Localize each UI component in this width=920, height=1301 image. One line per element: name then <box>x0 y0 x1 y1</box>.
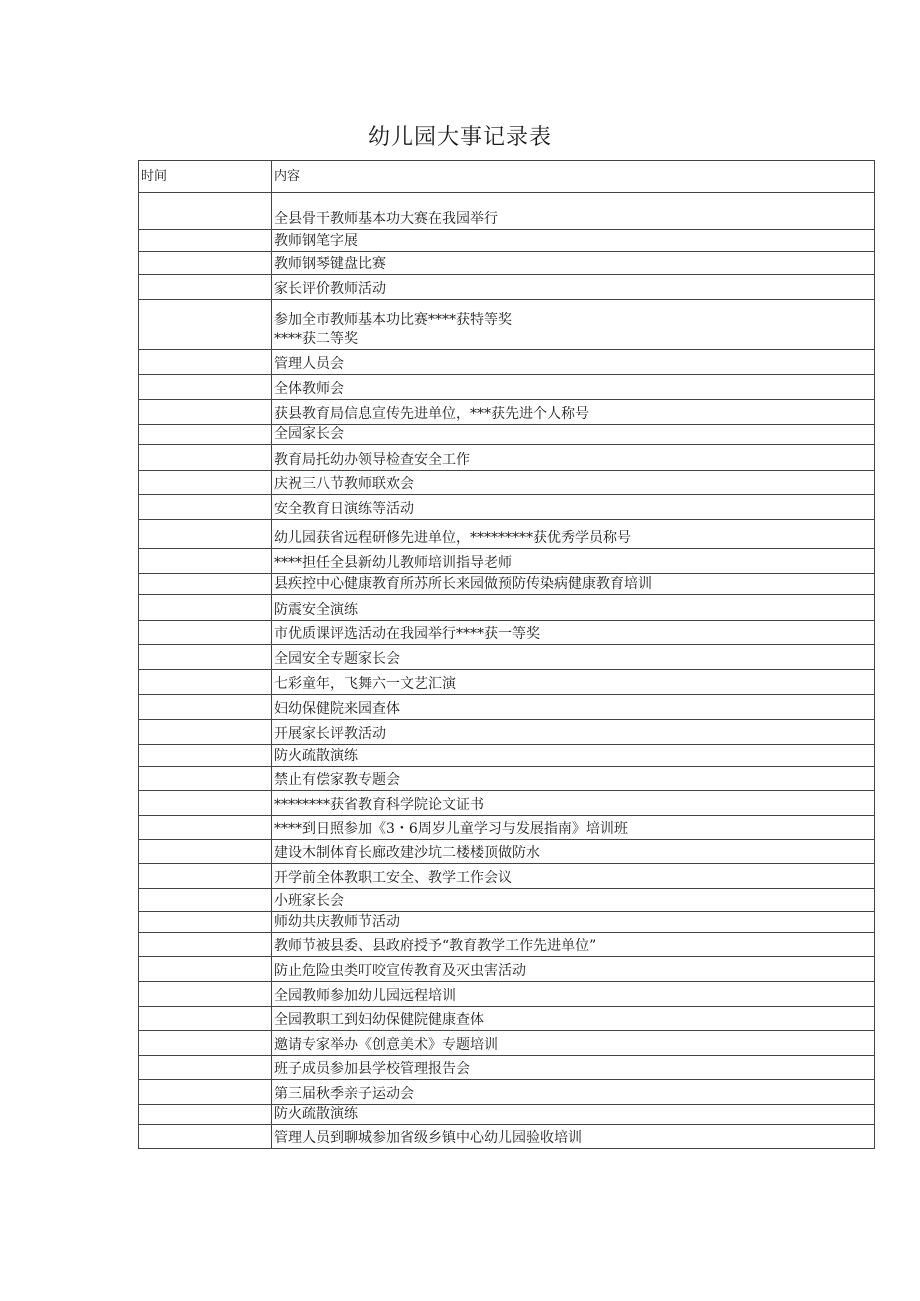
table-row <box>139 912 875 933</box>
table-row <box>139 670 875 695</box>
table-row <box>139 767 875 791</box>
table-row <box>139 791 875 816</box>
table-header-row <box>139 161 875 193</box>
table-row <box>139 595 875 621</box>
table-row <box>139 840 875 864</box>
time-cell <box>139 252 272 275</box>
time-cell <box>139 375 272 400</box>
content-cell: 防火疏散演练 <box>272 1105 875 1125</box>
events-table <box>138 160 875 1149</box>
time-cell <box>139 350 272 375</box>
content-cell: 开学前全体教职工安全、教学工作会议 <box>272 864 875 889</box>
content-cell: 教育局托幼办领导检查安全工作 <box>272 445 875 471</box>
table-row <box>139 445 875 471</box>
time-cell <box>139 791 272 816</box>
content-cell: 教师钢琴键盘比赛 <box>272 252 875 275</box>
content-cell: 防止危险虫类叮咬宣传教育及灭虫害活动 <box>272 957 875 982</box>
time-cell <box>139 720 272 745</box>
content-cell: ****到日照参加《3・6周岁儿童学习与发展指南》培训班 <box>272 816 875 840</box>
content-cell: 全园教师参加幼儿园远程培训 <box>272 982 875 1007</box>
table-row <box>139 193 875 230</box>
content-cell: 邀请专家举办《创意美术》专题培训 <box>272 1031 875 1056</box>
content-cell: 教师钢笔字展 <box>272 230 875 252</box>
content-cell: 县疾控中心健康教育所苏所长来园做预防传染病健康教育培训 <box>272 574 875 595</box>
table-row <box>139 574 875 595</box>
content-cell: 管理人员会 <box>272 350 875 375</box>
content-cell: 防震安全演练 <box>272 595 875 621</box>
time-cell <box>139 1125 272 1149</box>
time-cell <box>139 1031 272 1056</box>
time-cell <box>139 767 272 791</box>
time-cell <box>139 230 272 252</box>
content-cell: 全园教职工到妇幼保健院健康查体 <box>272 1007 875 1031</box>
table-row <box>139 645 875 670</box>
table-row <box>139 889 875 912</box>
table-row <box>139 400 875 425</box>
content-cell: ****担任全县新幼儿教师培训指导老师 <box>272 549 875 574</box>
content-cell: 庆祝三八节教师联欢会 <box>272 471 875 495</box>
table-row <box>139 471 875 495</box>
table-row <box>139 1125 875 1149</box>
time-cell <box>139 745 272 767</box>
time-cell <box>139 1056 272 1080</box>
content-cell: 市优质课评选活动在我园举行****获一等奖 <box>272 621 875 645</box>
table-row <box>139 695 875 720</box>
time-cell <box>139 445 272 471</box>
time-cell <box>139 1080 272 1105</box>
content-cell: 禁止有偿家教专题会 <box>272 767 875 791</box>
content-cell: 建设木制体育长廊改建沙坑二楼楼顶做防水 <box>272 840 875 864</box>
content-cell: 家长评价教师活动 <box>272 275 875 300</box>
time-cell <box>139 574 272 595</box>
time-cell <box>139 193 272 230</box>
content-cell: 安全教育日演练等活动 <box>272 495 875 520</box>
content-cell: 全园安全专题家长会 <box>272 645 875 670</box>
content-cell: 防火疏散演练 <box>272 745 875 767</box>
table-row <box>139 933 875 957</box>
time-cell <box>139 549 272 574</box>
content-cell: 班子成员参加县学校管理报告会 <box>272 1056 875 1080</box>
table-row <box>139 1105 875 1125</box>
page-title: 幼儿园大事记录表 <box>367 125 552 150</box>
table-row <box>139 520 875 549</box>
content-cell: 开展家长评教活动 <box>272 720 875 745</box>
time-cell <box>139 912 272 933</box>
table-row <box>139 816 875 840</box>
table-row <box>139 957 875 982</box>
time-cell <box>139 275 272 300</box>
table-row <box>139 1031 875 1056</box>
table-row <box>139 300 875 350</box>
time-cell <box>139 400 272 425</box>
content-cell: 师幼共庆教师节活动 <box>272 912 875 933</box>
table-row <box>139 230 875 252</box>
content-cell: 参加全市教师基本功比赛****获特等奖 ****获二等奖 <box>272 300 875 350</box>
time-cell <box>139 957 272 982</box>
content-cell: 全县骨干教师基本功大赛在我园举行 <box>272 193 875 230</box>
header-time: 时间 <box>139 161 272 193</box>
content-cell: 全园家长会 <box>272 425 875 445</box>
content-cell: 幼儿园获省远程研修先进单位，*********获优秀学员称号 <box>272 520 875 549</box>
time-cell <box>139 300 272 350</box>
table-row <box>139 375 875 400</box>
table-row <box>139 1007 875 1031</box>
time-cell <box>139 933 272 957</box>
content-cell: 管理人员到聊城参加省级乡镇中心幼儿园验收培训 <box>272 1125 875 1149</box>
header-content: 内容 <box>272 161 875 193</box>
time-cell <box>139 670 272 695</box>
content-cell: 小班家长会 <box>272 889 875 912</box>
time-cell <box>139 495 272 520</box>
table-row <box>139 745 875 767</box>
time-cell <box>139 621 272 645</box>
time-cell <box>139 595 272 621</box>
table-row <box>139 495 875 520</box>
time-cell <box>139 864 272 889</box>
table-row <box>139 425 875 445</box>
table-row <box>139 1080 875 1105</box>
time-cell <box>139 1105 272 1125</box>
time-cell <box>139 840 272 864</box>
content-cell: ********获省教育科学院论文证书 <box>272 791 875 816</box>
table-row <box>139 350 875 375</box>
time-cell <box>139 425 272 445</box>
content-cell: 全体教师会 <box>272 375 875 400</box>
content-cell: 第三届秋季亲子运动会 <box>272 1080 875 1105</box>
table-row <box>139 982 875 1007</box>
content-cell: 获县教育局信息宣传先进单位，***获先进个人称号 <box>272 400 875 425</box>
time-cell <box>139 695 272 720</box>
time-cell <box>139 1007 272 1031</box>
content-cell: 七彩童年，飞舞六一文艺汇演 <box>272 670 875 695</box>
content-cell: 妇幼保健院来园查体 <box>272 695 875 720</box>
table-row <box>139 1056 875 1080</box>
time-cell <box>139 520 272 549</box>
time-cell <box>139 471 272 495</box>
table-row <box>139 720 875 745</box>
table-row <box>139 549 875 574</box>
time-cell <box>139 816 272 840</box>
time-cell <box>139 889 272 912</box>
table-row <box>139 275 875 300</box>
content-cell: 教师节被县委、县政府授予“教育教学工作先进单位” <box>272 933 875 957</box>
table-row <box>139 621 875 645</box>
table-row <box>139 252 875 275</box>
table-row <box>139 864 875 889</box>
time-cell <box>139 982 272 1007</box>
time-cell <box>139 645 272 670</box>
